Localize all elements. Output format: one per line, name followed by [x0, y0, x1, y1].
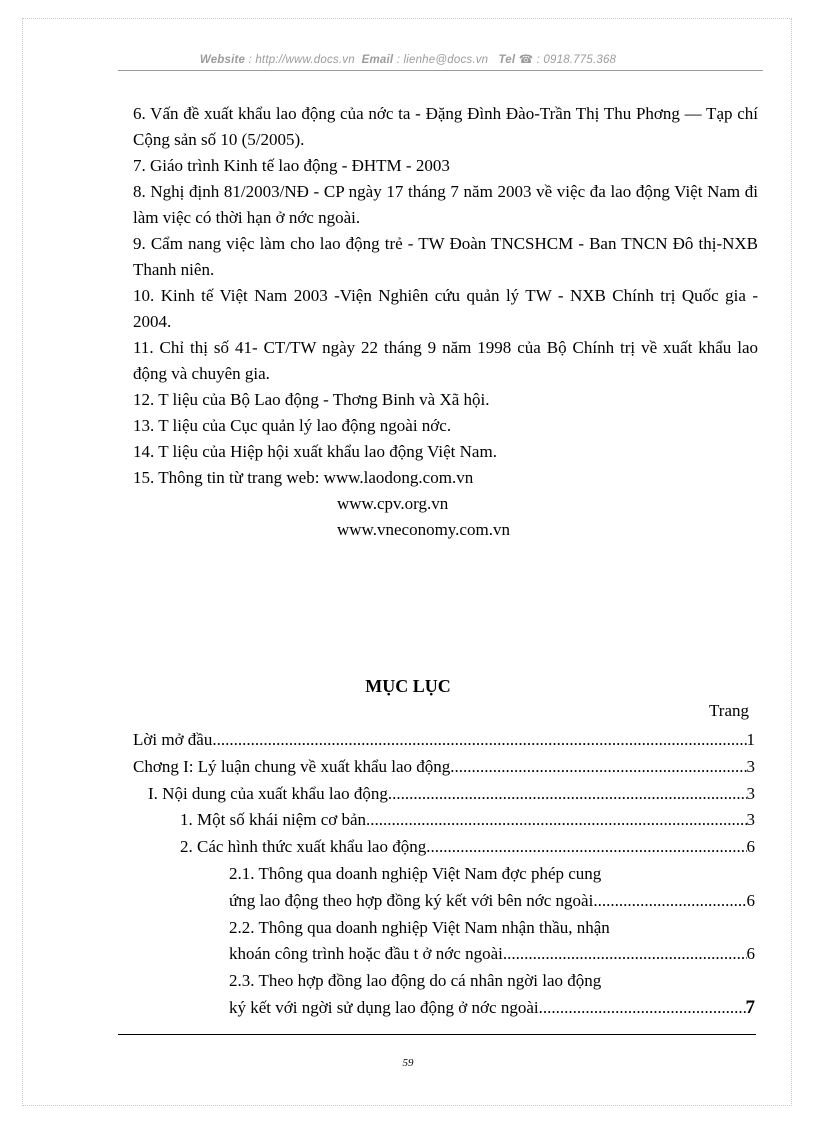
- tel-value: : 0918.775.368: [533, 54, 617, 66]
- reference-web-site: www.cpv.org.vn: [337, 494, 449, 513]
- reference-item: 13. T liệu của Cục quản lý lao động ngoài nớc.: [133, 416, 452, 435]
- reference-item: 8. Nghị định 81/2003/NĐ - CP ngày 17 tháng 7 năm 2003 về việc đa lao động Việt Nam đi làm việc có thời hạn ở nớc ngoài.: [133, 182, 758, 227]
- page-header: [0, 52, 816, 66]
- toc-leader-dots: [366, 807, 746, 834]
- toc-entry: [133, 995, 755, 1022]
- toc-entry: [133, 727, 755, 754]
- toc-entry-line1: 2.2. Thông qua doanh nghiệp Việt Nam nhận thầu, nhận: [229, 917, 610, 937]
- toc-leader-dots: [593, 888, 746, 915]
- toc-title: MỤC LỤC: [365, 676, 451, 696]
- toc-leader-dots: [450, 754, 746, 781]
- toc-entry: [133, 754, 755, 781]
- toc-entry-label: ký kết với ngời sử dụng lao động ở nớc ngoài: [229, 997, 539, 1017]
- toc-leader-dots: [539, 995, 746, 1022]
- website-label: Website: [199, 54, 246, 66]
- toc-entry-page: 6: [746, 944, 755, 964]
- toc-entry-label: ứng lao động theo hợp đồng ký kết với bên nớc ngoài: [229, 890, 594, 910]
- reference-item: 12. T liệu của Bộ Lao động - Thơng Binh và Xã hội.: [133, 390, 490, 409]
- toc-entry-label: khoán công trình hoặc đầu t ở nớc ngoài: [229, 944, 503, 964]
- footer-rule: [118, 1034, 756, 1035]
- toc-entry-label: 2. Các hình thức xuất khẩu lao động: [180, 837, 427, 857]
- toc-entry-line1: 2.1. Thông qua doanh nghiệp Việt Nam đợc phép cung: [229, 863, 602, 883]
- email-label: Email: [361, 54, 394, 66]
- toc-leader-dots: [503, 941, 747, 968]
- reference-item: 14. T liệu của Hiệp hội xuất khẩu lao động Việt Nam.: [133, 442, 497, 461]
- reference-list: [133, 101, 758, 543]
- toc-entry-page: 6: [746, 837, 755, 857]
- website-value: : http://www.docs.vn: [245, 54, 355, 66]
- reference-item: 11. Chỉ thị số 41- CT/TW ngày 22 tháng 9 năm 1998 của Bộ Chính trị về xuất khẩu lao động và chuyên gia.: [133, 338, 758, 383]
- toc-entry: [133, 888, 755, 915]
- reference-item: 7. Giáo trình Kinh tế lao động - ĐHTM - 2003: [133, 156, 450, 175]
- email-value: : lienhe@docs.vn: [393, 54, 489, 66]
- toc-entry: [133, 781, 755, 808]
- tel-label: Tel: [498, 54, 516, 66]
- reference-web-label: 15. Thông tin từ trang web: www.laodong.com.vn: [133, 468, 474, 487]
- reference-item: 6. Vấn đề xuất khẩu lao động của nớc ta - Đặng Đình Đào-Trần Thị Thu Phơng — Tạp chí Cộng sản số 10 (5/2005).: [133, 104, 758, 149]
- toc-leader-dots: [212, 727, 746, 754]
- toc-entry-page: 3: [746, 810, 755, 830]
- reference-item: 9. Cẩm nang việc làm cho lao động trẻ - TW Đoàn TNCSHCM - Ban TNCN Đô thị-NXB Thanh niên.: [133, 234, 758, 279]
- toc-entry-label: I. Nội dung của xuất khẩu lao động: [148, 783, 388, 803]
- table-of-contents: [133, 727, 755, 1022]
- header-rule: [118, 70, 763, 71]
- toc-entry: [133, 807, 755, 834]
- reference-item: 10. Kinh tế Việt Nam 2003 -Viện Nghiên cứu quản lý TW - NXB Chính trị Quốc gia - 2004.: [133, 286, 758, 331]
- phone-icon: ☎: [518, 54, 534, 66]
- toc-page-header: Trang: [709, 701, 749, 720]
- toc-leader-dots: [426, 834, 746, 861]
- toc-entry-page: 1: [746, 730, 755, 749]
- toc-entry-page: 3: [746, 756, 755, 776]
- toc-leader-dots: [388, 781, 747, 808]
- toc-entry-page: 3: [746, 783, 755, 803]
- toc-entry-page: 7: [745, 996, 755, 1018]
- reference-web-site: www.vneconomy.com.vn: [337, 520, 510, 539]
- toc-entry-line1: 2.3. Theo hợp đồng lao động do cá nhân ngời lao động: [229, 971, 602, 991]
- toc-entry: [133, 941, 755, 968]
- page-number: 59: [402, 1057, 414, 1069]
- toc-entry-label: Chơng I: Lý luận chung về xuất khẩu lao động: [133, 756, 451, 776]
- toc-entry-page: 6: [746, 890, 755, 910]
- toc-entry: [133, 834, 755, 861]
- toc-entry-label: Lời mở đầu: [133, 730, 213, 749]
- toc-entry-label: 1. Một số khái niệm cơ bản: [180, 810, 367, 830]
